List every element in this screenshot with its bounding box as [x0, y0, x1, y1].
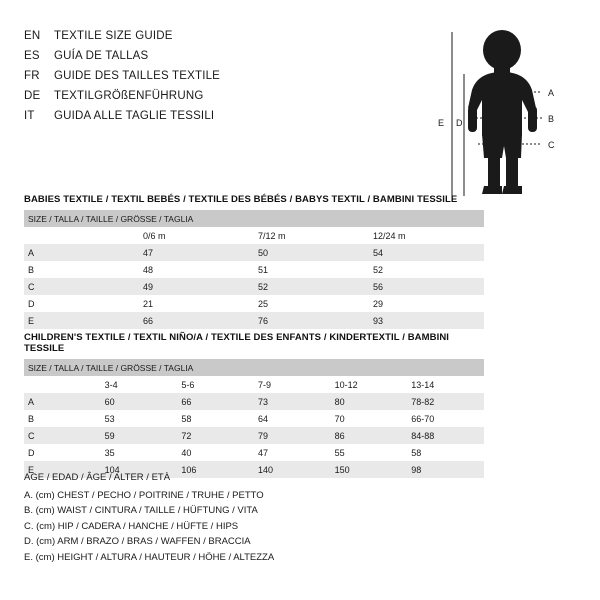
column-10-12: 10-12 [331, 376, 408, 393]
cell: 93 [369, 312, 484, 329]
cell: 40 [177, 444, 254, 461]
cell: 106 [177, 461, 254, 478]
language-title: GUÍA DE TALLAS [54, 50, 149, 62]
language-row [24, 70, 354, 90]
table-row [24, 427, 484, 444]
babies-section [24, 194, 484, 329]
cell: 29 [369, 295, 484, 312]
table-row [24, 261, 484, 278]
language-code: EN [24, 30, 41, 42]
cell: 25 [254, 295, 369, 312]
cell: 59 [101, 427, 178, 444]
children-section [24, 332, 484, 478]
column-12-24m: 12/24 m [369, 227, 484, 244]
table-header-row [24, 210, 484, 227]
cell: 140 [254, 461, 331, 478]
row-label: A [24, 393, 101, 410]
cell: 48 [139, 261, 254, 278]
table-row [24, 444, 484, 461]
cell: 66 [177, 393, 254, 410]
row-label: D [24, 444, 101, 461]
language-row [24, 30, 354, 50]
column-7-9: 7-9 [254, 376, 331, 393]
measurement-legend [24, 470, 484, 565]
language-row [24, 90, 354, 110]
cell: 80 [331, 393, 408, 410]
legend-age-line: AGE / EDAD / ÂGE / ALTER / ETÀ [24, 472, 171, 483]
column-label-blank [24, 227, 139, 244]
cell: 47 [254, 444, 331, 461]
legend-item-e: E. (cm) HEIGHT / ALTURA / HAUTEUR / HÖHE / ALTEZZA [24, 551, 275, 563]
cell: 78-82 [407, 393, 484, 410]
marker-d: D [456, 118, 463, 128]
cell: 55 [331, 444, 408, 461]
cell: 66 [139, 312, 254, 329]
cell: 52 [254, 278, 369, 295]
language-row [24, 110, 354, 130]
cell: 86 [331, 427, 408, 444]
cell: 104 [101, 461, 178, 478]
cell: 52 [369, 261, 484, 278]
column-5-6: 5-6 [177, 376, 254, 393]
babies-size-header: SIZE / TALLA / TAILLE / GRÖSSE / TAGLIA [24, 210, 484, 227]
cell: 47 [139, 244, 254, 261]
cell: 53 [101, 410, 178, 427]
cell: 58 [407, 444, 484, 461]
cell: 150 [331, 461, 408, 478]
cell: 49 [139, 278, 254, 295]
table-column-row [24, 376, 484, 393]
column-7-12m: 7/12 m [254, 227, 369, 244]
children-section-title: CHILDREN'S TEXTILE / TEXTIL NIÑO/A / TEXTILE DES ENFANTS / KINDERTEXTIL / BAMBINI TESSILE [24, 332, 450, 354]
row-label: E [24, 312, 139, 329]
cell: 72 [177, 427, 254, 444]
language-row [24, 50, 354, 70]
language-title: TEXTILGRÖßENFÜHRUNG [54, 90, 204, 102]
cell: 79 [254, 427, 331, 444]
vertical-measure-lines [452, 32, 464, 196]
table-column-row [24, 227, 484, 244]
babies-size-table [24, 210, 484, 329]
children-size-header: SIZE / TALLA / TAILLE / GRÖSSE / TAGLIA [24, 359, 484, 376]
cell: 84-88 [407, 427, 484, 444]
legend-item-b: B. (cm) WAIST / CINTURA / TAILLE / HÜFTUNG / VITA [24, 505, 258, 516]
table-header-row [24, 359, 484, 376]
legend-item-a: A. (cm) CHEST / PECHO / POITRINE / TRUHE / PETTO [24, 489, 264, 501]
cell: 51 [254, 261, 369, 278]
cell: 56 [369, 278, 484, 295]
cell: 50 [254, 244, 369, 261]
marker-e: E [438, 118, 445, 128]
cell: 58 [177, 410, 254, 427]
language-code: IT [24, 110, 35, 122]
table-row [24, 244, 484, 261]
table-row [24, 393, 484, 410]
row-label: C [24, 427, 101, 444]
cell: 21 [139, 295, 254, 312]
language-code: ES [24, 50, 40, 62]
cell: 76 [254, 312, 369, 329]
marker-a: A [548, 88, 555, 98]
silhouette-icon [468, 30, 537, 194]
children-size-table [24, 359, 484, 478]
legend-item-d: D. (cm) ARM / BRAZO / BRAS / WAFFEN / BRACCIA [24, 536, 251, 547]
cell: 70 [331, 410, 408, 427]
cell: 54 [369, 244, 484, 261]
marker-b: B [548, 114, 555, 124]
cell: 35 [101, 444, 178, 461]
column-13-14: 13-14 [407, 376, 484, 393]
cell: 73 [254, 393, 331, 410]
row-label: A [24, 244, 139, 261]
column-label-blank [24, 376, 101, 393]
cell: 64 [254, 410, 331, 427]
row-label: B [24, 410, 101, 427]
language-title: TEXTILE SIZE GUIDE [54, 30, 173, 42]
row-label: B [24, 261, 139, 278]
child-silhouette-figure [430, 28, 580, 208]
row-label: D [24, 295, 139, 312]
table-row [24, 295, 484, 312]
row-label: C [24, 278, 139, 295]
row-label: E [24, 461, 101, 478]
language-code: FR [24, 70, 40, 82]
cell: 98 [407, 461, 484, 478]
marker-c: C [548, 140, 555, 150]
babies-section-title: BABIES TEXTILE / TEXTIL BEBÉS / TEXTILE DES BÉBÉS / BABYS TEXTIL / BAMBINI TESSILE [24, 194, 458, 205]
table-row [24, 410, 484, 427]
column-3-4: 3-4 [101, 376, 178, 393]
language-title: GUIDA ALLE TAGLIE TESSILI [54, 110, 215, 122]
language-code: DE [24, 90, 41, 102]
cell: 66-70 [407, 410, 484, 427]
cell: 60 [101, 393, 178, 410]
table-row [24, 312, 484, 329]
column-0-6m: 0/6 m [139, 227, 254, 244]
language-titles [24, 30, 354, 130]
legend-item-c: C. (cm) HIP / CADERA / HANCHE / HÜFTE / HIPS [24, 520, 239, 532]
table-row [24, 278, 484, 295]
language-title: GUIDE DES TAILLES TEXTILE [54, 70, 221, 82]
